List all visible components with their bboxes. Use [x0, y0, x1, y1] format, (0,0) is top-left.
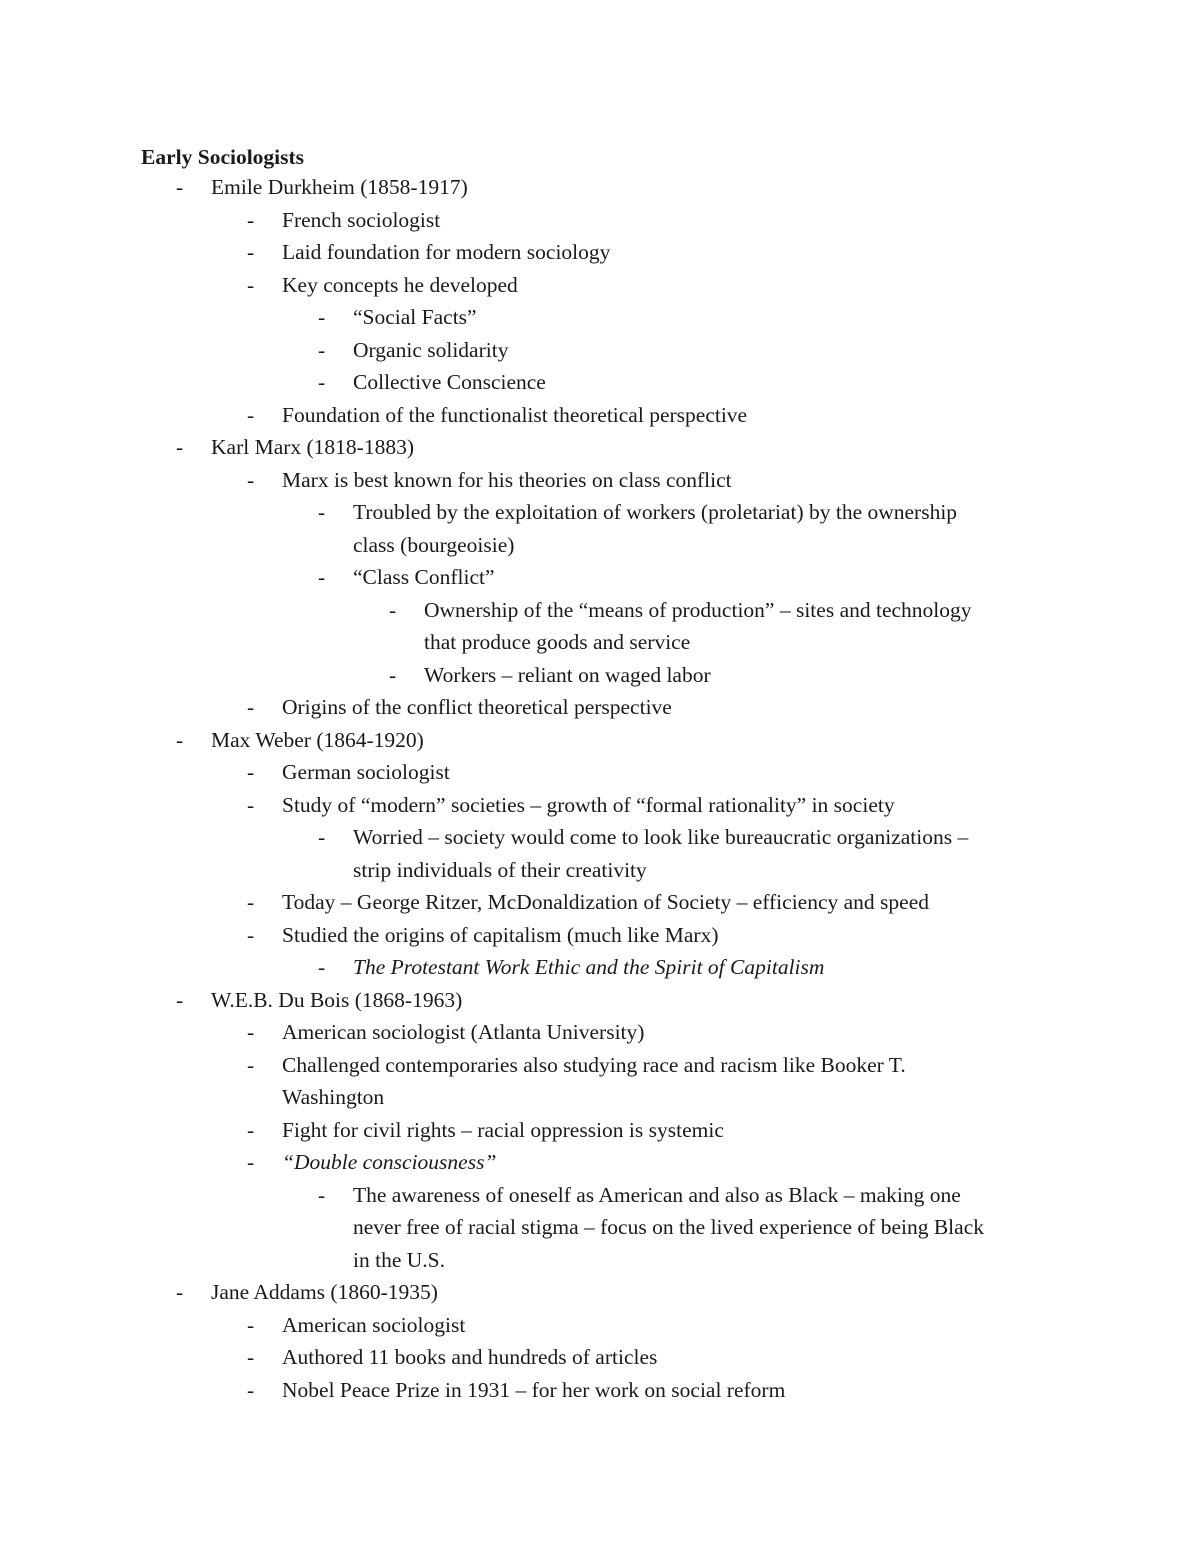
- outline-text: class (bourgeoisie): [353, 532, 515, 557]
- outline-text: Troubled by the exploitation of workers (proletariat) by the ownership: [353, 500, 958, 524]
- outline-line-continuation: [0, 529, 1200, 562]
- outline-text: Washington: [282, 1085, 385, 1109]
- outline-item-level-2: [0, 1309, 1200, 1342]
- outline-item-level-2: [0, 789, 1200, 822]
- bullet-dash: -: [318, 825, 326, 849]
- outline-text: strip individuals of their creativity: [353, 857, 647, 882]
- outline-text: Origins of the conflict theoretical perspective: [282, 695, 672, 719]
- outline-line-continuation: [0, 1244, 1200, 1277]
- outline-text: Ownership of the “means of production” – sites and technology: [424, 597, 972, 622]
- outline-text: Max Weber (1864-1920): [211, 727, 424, 752]
- outline-item-level-2: [0, 236, 1200, 269]
- outline-line-continuation: [0, 854, 1200, 887]
- bullet-dash: -: [247, 272, 255, 297]
- outline-item-level-3: [0, 301, 1200, 334]
- outline-text: in the U.S.: [353, 1247, 445, 1272]
- outline-item-level-4: [0, 594, 1200, 627]
- bullet-dash: -: [247, 467, 255, 492]
- outline-item-level-1: [0, 724, 1200, 757]
- outline-text: Today – George Ritzer, McDonaldization of Society – efficiency and speed: [282, 890, 930, 914]
- outline-text: that produce goods and service: [424, 630, 691, 654]
- outline-item-level-2: [0, 919, 1200, 952]
- outline-item-level-1: [0, 431, 1200, 464]
- outline-item-level-2: [0, 464, 1200, 497]
- outline-list: [0, 171, 1200, 1406]
- outline-text: Karl Marx (1818-1883): [211, 435, 415, 459]
- bullet-dash: -: [389, 597, 397, 622]
- outline-text: Jane Addams (1860-1935): [211, 1280, 438, 1304]
- outline-text: French sociologist: [282, 207, 441, 232]
- outline-item-level-2: [0, 1114, 1200, 1147]
- bullet-dash: -: [176, 727, 184, 752]
- outline-item-level-2: [0, 1016, 1200, 1049]
- outline-text: Worried – society would come to look like bureaucratic organizations –: [353, 825, 969, 849]
- bullet-dash: -: [176, 987, 184, 1012]
- bullet-dash: -: [176, 175, 184, 199]
- bullet-dash: -: [318, 565, 326, 589]
- outline-text: never free of racial stigma – focus on the lived experience of being Black: [353, 1215, 984, 1239]
- outline-item-level-1: [0, 1276, 1200, 1309]
- outline-line-continuation: [0, 1081, 1200, 1114]
- outline-text: Marx is best known for his theories on class conflict: [282, 467, 732, 492]
- outline-text: Emile Durkheim (1858-1917): [211, 175, 468, 199]
- bullet-dash: -: [247, 1150, 255, 1174]
- bullet-dash: -: [247, 240, 255, 264]
- outline-text: Foundation of the functionalist theoretical perspective: [282, 402, 748, 427]
- outline-text: Authored 11 books and hundreds of articles: [282, 1345, 658, 1369]
- outline-text: Collective Conscience: [353, 370, 546, 394]
- outline-item-level-3: [0, 951, 1200, 984]
- bullet-dash: -: [247, 695, 255, 719]
- bullet-dash: -: [247, 1020, 255, 1044]
- outline-item-level-3: [0, 366, 1200, 399]
- outline-line-continuation: [0, 1211, 1200, 1244]
- outline-text: Studied the origins of capitalism (much like Marx): [282, 922, 719, 947]
- bullet-dash: -: [318, 1182, 326, 1207]
- outline-item-level-3: [0, 496, 1200, 529]
- bullet-dash: -: [176, 435, 184, 459]
- outline-text: Workers – reliant on waged labor: [424, 662, 711, 687]
- bullet-dash: -: [247, 207, 255, 232]
- outline-item-level-2: [0, 204, 1200, 237]
- bullet-dash: -: [389, 662, 397, 687]
- outline-text: Fight for civil rights – racial oppression is systemic: [282, 1117, 724, 1142]
- outline-text: Challenged contemporaries also studying race and racism like Booker T.: [282, 1052, 906, 1077]
- outline-item-level-2: [0, 1374, 1200, 1407]
- outline-text: “Social Facts”: [353, 305, 477, 329]
- outline-item-level-2: [0, 1341, 1200, 1374]
- bullet-dash: -: [318, 337, 326, 362]
- outline-text: American sociologist (Atlanta University): [282, 1020, 645, 1044]
- bullet-dash: -: [247, 792, 255, 817]
- outline-text: Organic solidarity: [353, 337, 509, 362]
- outline-text: “Class Conflict”: [353, 565, 495, 589]
- outline-text: American sociologist: [282, 1312, 466, 1337]
- document-title: Early Sociologists: [141, 145, 305, 169]
- bullet-dash: -: [247, 1377, 255, 1402]
- outline-item-level-3: [0, 821, 1200, 854]
- outline-item-level-2: [0, 691, 1200, 724]
- outline-item-level-2: [0, 269, 1200, 302]
- bullet-dash: -: [247, 922, 255, 947]
- outline-text: “Double consciousness”: [282, 1150, 497, 1174]
- bullet-dash: -: [247, 1117, 255, 1142]
- outline-item-level-2: [0, 756, 1200, 789]
- outline-item-level-2: [0, 1146, 1200, 1179]
- outline-text: German sociologist: [282, 760, 450, 784]
- bullet-dash: -: [318, 305, 326, 329]
- bullet-dash: -: [247, 1052, 255, 1077]
- bullet-dash: -: [318, 500, 326, 524]
- outline-text: The awareness of oneself as American and also as Black – making one: [353, 1182, 961, 1207]
- bullet-dash: -: [318, 370, 326, 394]
- outline-item-level-2: [0, 399, 1200, 432]
- outline-line-continuation: [0, 626, 1200, 659]
- outline-text: Nobel Peace Prize in 1931 – for her work on social reform: [282, 1377, 786, 1402]
- bullet-dash: -: [247, 402, 255, 427]
- outline-item-level-3: [0, 334, 1200, 367]
- outline-item-level-2: [0, 1049, 1200, 1082]
- outline-text: Key concepts he developed: [282, 272, 518, 297]
- outline-item-level-4: [0, 659, 1200, 692]
- outline-item-level-3: [0, 561, 1200, 594]
- bullet-dash: -: [247, 1312, 255, 1337]
- outline-text: Study of “modern” societies – growth of “formal rationality” in society: [282, 792, 895, 817]
- outline-text: W.E.B. Du Bois (1868-1963): [211, 987, 463, 1012]
- bullet-dash: -: [247, 890, 255, 914]
- outline-item-level-1: [0, 171, 1200, 204]
- bullet-dash: -: [176, 1280, 184, 1304]
- outline-item-level-2: [0, 886, 1200, 919]
- outline-text: Laid foundation for modern sociology: [282, 240, 611, 264]
- outline-text: The Protestant Work Ethic and the Spirit of Capitalism: [353, 955, 825, 979]
- outline-item-level-1: [0, 984, 1200, 1017]
- bullet-dash: -: [247, 1345, 255, 1369]
- outline-item-level-3: [0, 1179, 1200, 1212]
- bullet-dash: -: [318, 955, 326, 979]
- bullet-dash: -: [247, 760, 255, 784]
